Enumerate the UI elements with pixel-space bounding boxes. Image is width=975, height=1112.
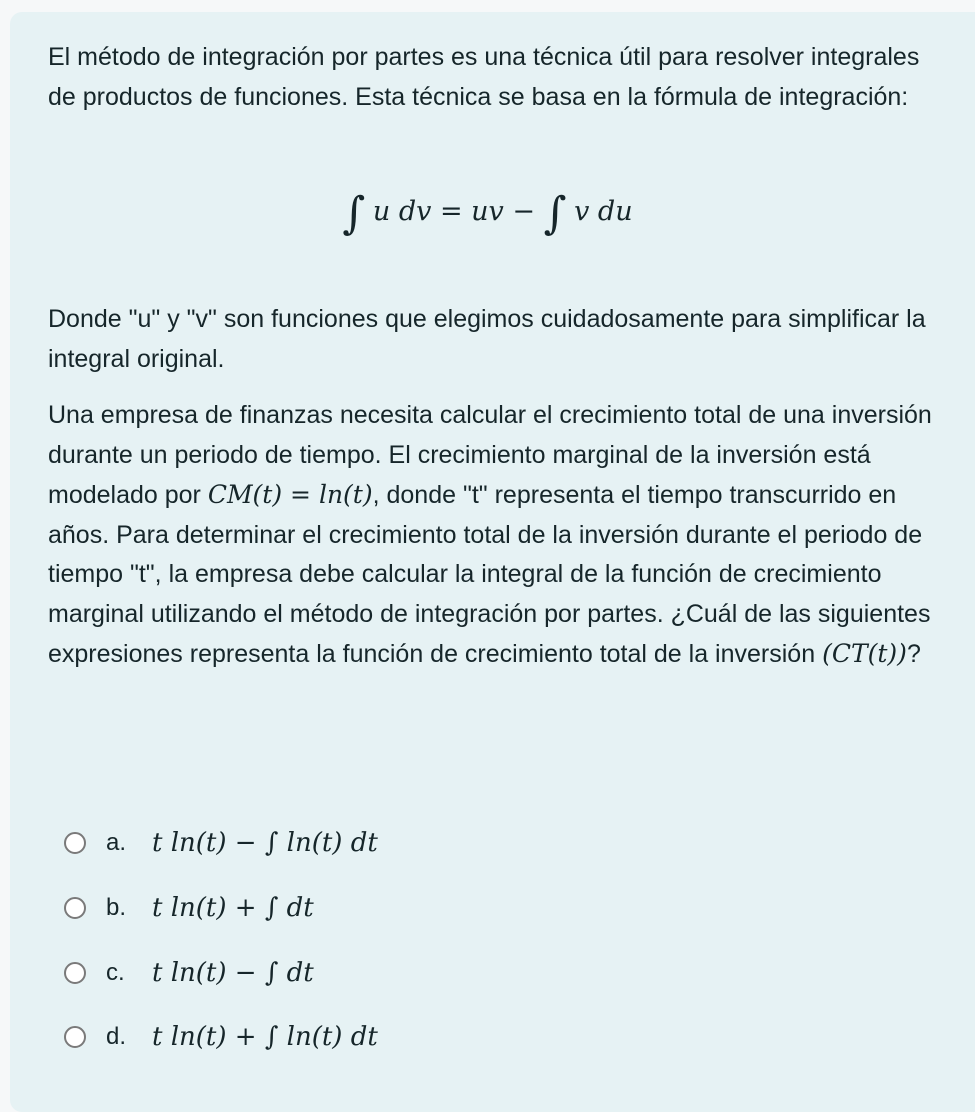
formula-lhs: u dv [372,196,432,227]
integral-sign: ∫ [342,188,366,239]
option-expression: t ln(t) + ∫ ln(t) dt [152,1022,378,1052]
option-expression: t ln(t) + ∫ dt [152,893,314,923]
problem-part1: Una empresa de finanzas necesita calcular el crecimiento total de una inversión durante un periodo de tiempo. El crecimiento marginal de la inversión está modelado por [48,401,932,509]
cm-expression: CM(t) = ln(t) [207,480,373,509]
problem-part2: , donde "t" representa el tiempo transcurrido en años. Para determinar el crecimiento total de la inversión durante el periodo de tiempo "t", la empresa debe calcular la integral de la función de crecimiento marginal utilizando el método de integración por partes. ¿Cuál de las siguientes expresiones representa la función de crecimiento total de la inversión [48,481,931,668]
formula-uv: uv [471,196,504,227]
problem-part3: ? [906,640,921,668]
radio-button[interactable] [64,897,86,919]
option-letter: b. [106,894,127,921]
ct-expression: (CT(t)) [822,639,907,668]
radio-button[interactable] [64,962,86,984]
formula-equals: = [431,196,472,227]
integral-sign: ∫ [543,188,567,239]
option-expression: t ln(t) − ∫ ln(t) dt [152,828,378,858]
option-b[interactable] [64,888,314,928]
option-letter: c. [106,959,125,986]
problem-text [48,396,953,675]
formula-rhs: v du [574,196,633,227]
option-expression: t ln(t) − ∫ dt [152,958,314,988]
radio-button[interactable] [64,1026,86,1048]
option-letter: a. [106,829,127,856]
radio-button[interactable] [64,832,86,854]
explanation-text: Donde "u" y "v" son funciones que elegimos cuidadosamente para simplificar la integral original. [48,305,926,373]
option-letter: d. [106,1023,127,1050]
option-c[interactable] [64,953,314,993]
intro-text: El método de integración por partes es una técnica útil para resolver integrales de productos de funciones. Esta técnica se basa en la fórmula de integración: [48,43,920,111]
formula-minus: − [503,196,544,227]
integration-by-parts-formula [0,188,975,239]
option-a[interactable] [64,823,378,863]
option-d[interactable] [64,1017,378,1057]
